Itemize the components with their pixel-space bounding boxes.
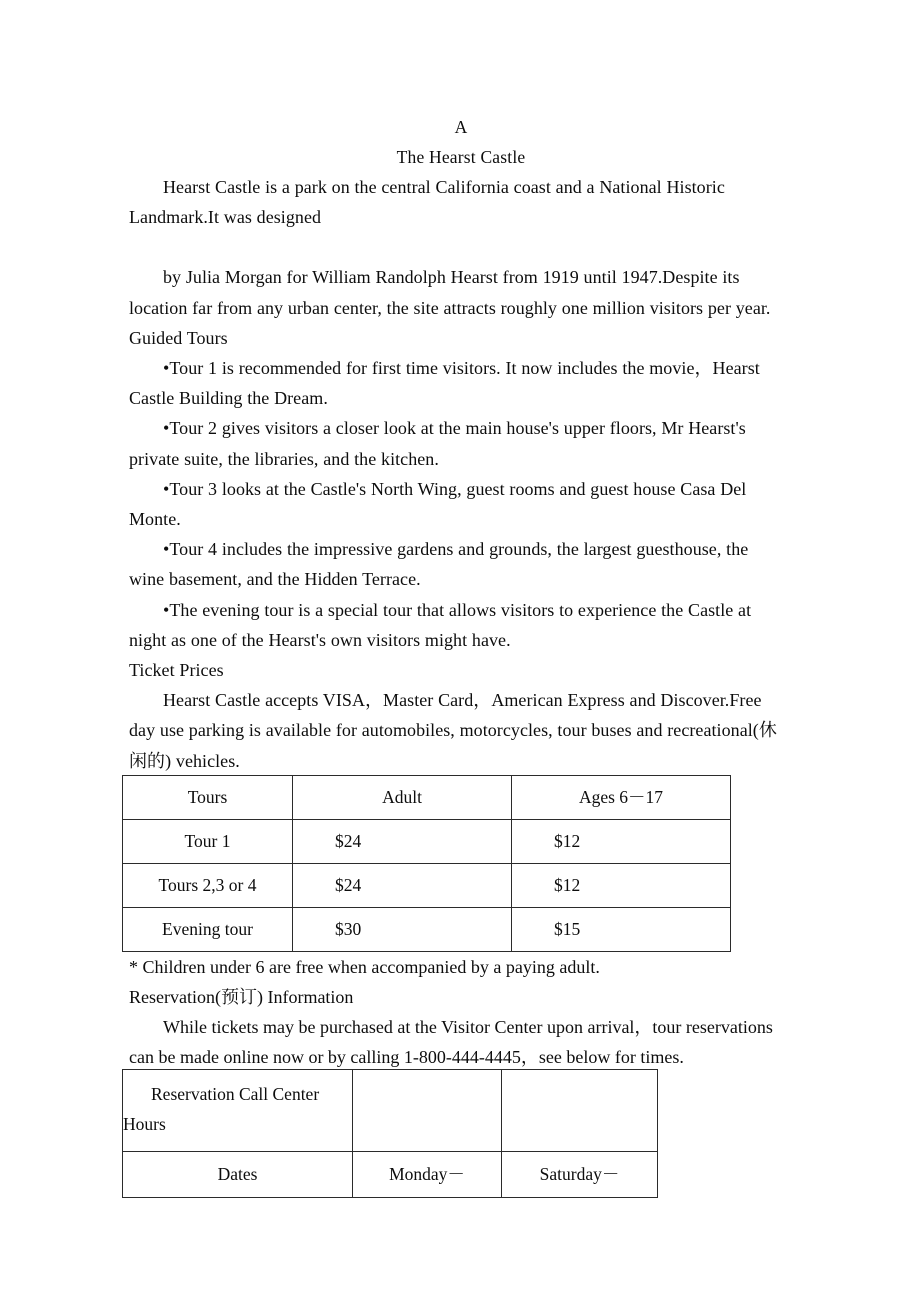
hours-header-line-2: Hours: [123, 1114, 166, 1134]
price-row-2-child: $12: [512, 864, 731, 908]
heading-guided-tours: Guided Tours: [129, 327, 228, 348]
bullet-icon: •: [163, 418, 170, 439]
intro-line-4: location far from any urban center, the site attracts roughly one million visitors per year.: [129, 297, 771, 318]
section-label: A: [454, 117, 468, 137]
tour-item-3-line-1: Tour 3 looks at the Castle's North Wing, guest rooms and guest house Casa Del: [169, 478, 747, 499]
reservation-hours-table: [122, 1069, 658, 1198]
intro-line-2: Landmark.It was designed: [129, 207, 322, 228]
tour-item-1: [129, 353, 793, 383]
bullet-icon: •: [163, 539, 170, 560]
price-row-1-tour: Tour 1: [123, 820, 293, 864]
ticket-price-table: [122, 775, 731, 952]
price-row-3-child: $15: [512, 908, 731, 952]
children-free-note: * Children under 6 are free when accompanied by a paying adult.: [129, 957, 600, 977]
heading-reservation-information: Reservation(预订) Information: [129, 987, 354, 1007]
hours-dates-label: Dates: [123, 1152, 353, 1198]
price-row-1-child: $12: [512, 820, 731, 864]
table-row: [123, 908, 731, 952]
price-header-tours: Tours: [123, 776, 293, 820]
table-row: [123, 820, 731, 864]
price-header-adult: Adult: [293, 776, 512, 820]
tour-item-1-line-1: Tour 1 is recommended for first time visitors. It now includes the movie，Hearst: [169, 358, 760, 379]
tour-item-4-line-1: Tour 4 includes the impressive gardens and grounds, the largest guesthouse, the: [169, 539, 749, 560]
tour-item-2-line-1: Tour 2 gives visitors a closer look at the main house's upper floors, Mr Hearst's: [169, 418, 746, 439]
table-header-row: [123, 1070, 658, 1152]
payment-line-2: day use parking is available for automobiles, motorcycles, tour buses and recreational(休: [129, 720, 777, 741]
bullet-icon: •: [163, 599, 170, 620]
page-title: The Hearst Castle: [396, 147, 526, 167]
price-table-wrap: [122, 775, 731, 952]
intro-line-3: by Julia Morgan for William Randolph Hearst from 1919 until 1947.Despite its: [163, 267, 740, 288]
hours-header-title: [123, 1070, 353, 1152]
table-row: [123, 1152, 658, 1198]
hours-table-wrap: [122, 1069, 658, 1198]
tour-item-5-line-2: night as one of the Hearst's own visitors might have.: [129, 629, 511, 650]
reservation-line-2: can be made online now or by calling 1-800-444-4445，see below for times.: [129, 1047, 684, 1067]
tour-item-2: [129, 413, 793, 443]
tour-item-4-line-2: wine basement, and the Hidden Terrace.: [129, 569, 421, 590]
hours-header-line-1: Reservation Call Center: [151, 1084, 320, 1104]
document-content: [129, 112, 793, 776]
hours-header-col2: [353, 1070, 502, 1152]
price-row-1-adult: $24: [293, 820, 512, 864]
table-header-row: [123, 776, 731, 820]
bullet-icon: •: [163, 358, 170, 379]
tour-item-3-line-2: Monte.: [129, 509, 181, 530]
post-table-text: [129, 952, 809, 1072]
price-row-3-adult: $30: [293, 908, 512, 952]
tour-item-5-line-1: The evening tour is a special tour that allows visitors to experience the Castle at: [169, 599, 752, 620]
paragraph-gap: [129, 232, 793, 262]
price-row-2-adult: $24: [293, 864, 512, 908]
hours-header-col3: [502, 1070, 658, 1152]
heading-ticket-prices: Ticket Prices: [129, 660, 224, 681]
bullet-icon: •: [163, 478, 170, 499]
price-row-3-tour: Evening tour: [123, 908, 293, 952]
hours-dates-monday: Monday－: [353, 1152, 502, 1198]
tour-item-5: [129, 595, 793, 625]
tour-item-3: [129, 474, 793, 504]
tour-item-1-line-2: Castle Building the Dream.: [129, 388, 328, 409]
payment-line-3: 闲的) vehicles.: [129, 750, 240, 771]
table-row: [123, 864, 731, 908]
price-header-ages: Ages 6－17: [512, 776, 731, 820]
price-row-2-tour: Tours 2,3 or 4: [123, 864, 293, 908]
intro-line-1: Hearst Castle is a park on the central California coast and a National Historic: [163, 177, 725, 197]
reservation-line-1: While tickets may be purchased at the Visitor Center upon arrival，tour reservations: [163, 1017, 773, 1037]
tour-item-2-line-2: private suite, the libraries, and the kitchen.: [129, 448, 439, 469]
hours-dates-saturday: Saturday－: [502, 1152, 658, 1198]
tour-item-4: [129, 534, 793, 564]
payment-line-1: Hearst Castle accepts VISA，Master Card，American Express and Discover.Free: [163, 690, 762, 711]
